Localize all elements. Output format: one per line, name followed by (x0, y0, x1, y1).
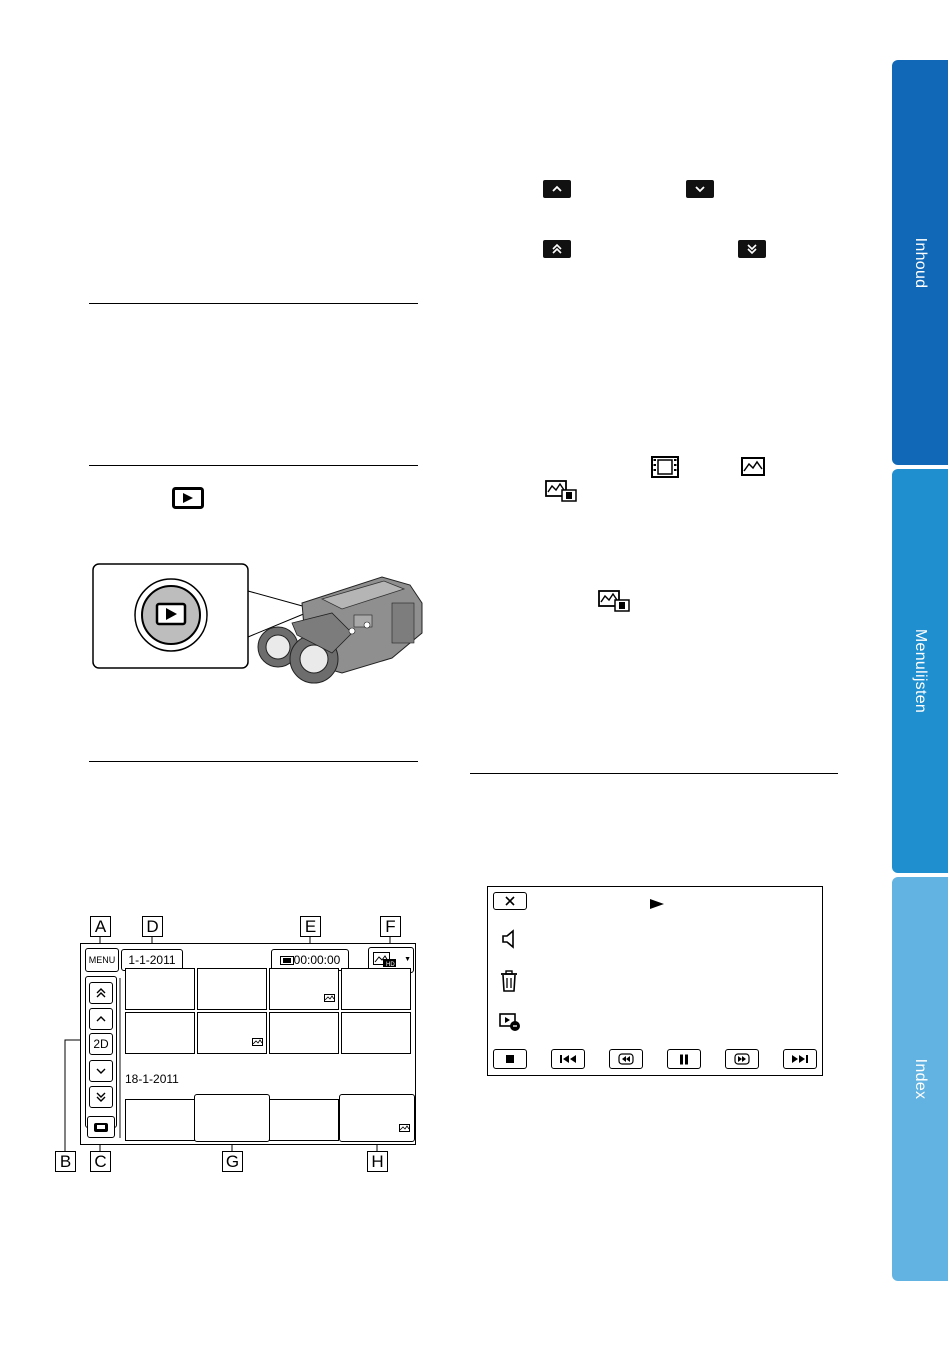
thumbnail-highlighted[interactable] (194, 1094, 270, 1142)
section-rule-3 (89, 761, 418, 762)
thumbnail[interactable] (197, 968, 267, 1010)
play-icon (650, 896, 664, 914)
thumbnail[interactable] (341, 1012, 411, 1054)
thumbnail[interactable] (125, 968, 195, 1010)
camera-illustration (92, 563, 432, 693)
menu-button[interactable]: MENU (85, 948, 119, 972)
callout-g: G (222, 1151, 243, 1172)
photo-film-icon (598, 590, 630, 617)
thumbnail[interactable] (341, 968, 411, 1010)
svg-text:HD: HD (386, 962, 395, 968)
double-chevron-down-icon (738, 240, 766, 258)
stop-button[interactable] (493, 1049, 527, 1069)
volume-icon[interactable] (501, 929, 517, 954)
photo-film-icon (545, 480, 577, 507)
page-down-button[interactable] (89, 1086, 113, 1108)
thumbnail[interactable] (125, 1012, 195, 1054)
record-mode-button[interactable] (87, 1116, 115, 1138)
callout-b: B (55, 1151, 76, 1172)
thumbnail[interactable] (197, 1012, 267, 1054)
lcd-screen-figure (80, 943, 416, 1145)
close-button[interactable] (493, 892, 527, 910)
date-label-2: 18-1-2011 (125, 1072, 179, 1086)
scroll-up-button[interactable] (89, 1008, 113, 1030)
previous-button[interactable] (551, 1049, 585, 1069)
chevron-up-icon (543, 180, 571, 198)
scroll-down-button[interactable] (89, 1060, 113, 1082)
photo-icon (324, 989, 335, 1007)
photo-icon (252, 1033, 263, 1051)
fast-forward-button[interactable] (725, 1049, 759, 1069)
callout-f: F (380, 916, 401, 937)
play-button-icon (172, 487, 204, 509)
thumbnail-highlighted[interactable] (339, 1094, 415, 1142)
rewind-button[interactable] (609, 1049, 643, 1069)
photo-icon (741, 457, 765, 481)
page-up-button[interactable] (89, 982, 113, 1004)
dropdown-arrow-icon: ▼ (404, 956, 411, 963)
callout-d: D (142, 916, 163, 937)
thumbnail[interactable] (269, 1012, 339, 1054)
section-rule-2 (89, 465, 418, 466)
tab-index[interactable]: Index (892, 877, 948, 1281)
pause-button[interactable] (667, 1049, 701, 1069)
thumbnail[interactable] (125, 1099, 195, 1141)
callout-h: H (367, 1151, 388, 1172)
photo-icon (399, 1119, 410, 1137)
playback-screen-figure (487, 886, 823, 1076)
scrollbar[interactable] (119, 978, 121, 1138)
trash-icon[interactable] (500, 970, 518, 997)
chevron-down-icon (686, 180, 714, 198)
tab-inhoud[interactable]: Inhoud (892, 60, 948, 465)
section-rule-1 (89, 303, 418, 304)
date-label-1: 1-1-2011 (121, 949, 183, 971)
callout-c: C (90, 1151, 111, 1172)
section-rule-4 (470, 773, 838, 774)
callout-a: A (90, 916, 111, 937)
playback-options-icon[interactable] (499, 1012, 521, 1037)
thumbnail[interactable] (269, 1099, 339, 1141)
mode-2d-button[interactable]: 2D (89, 1033, 113, 1055)
double-chevron-up-icon (543, 240, 571, 258)
counter-display: 00:00:00 (271, 949, 349, 971)
film-icon (651, 456, 679, 483)
next-button[interactable] (783, 1049, 817, 1069)
thumbnail[interactable] (269, 968, 339, 1010)
callout-e: E (300, 916, 321, 937)
tab-menulijsten[interactable]: Menulijsten (892, 469, 948, 873)
